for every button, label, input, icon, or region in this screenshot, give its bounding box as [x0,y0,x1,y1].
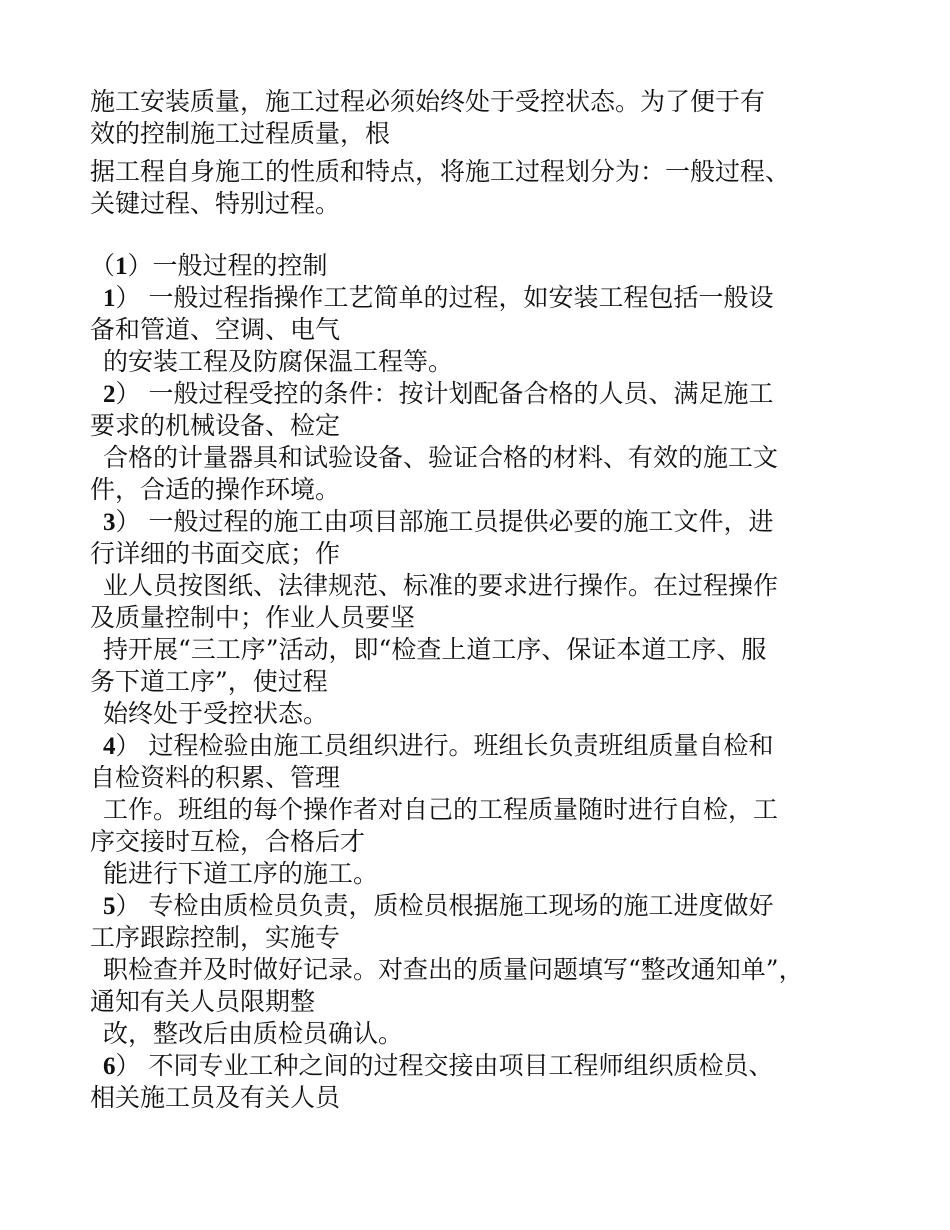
item-continuation: 务下道工序”，使过程 [90,667,328,696]
item-continuation: 持开展“三工序”活动，即“检查上道工序、保证本道工序、服 [103,635,767,664]
heading-open: （ [90,251,116,280]
item-text: ） 过程检验由施工员组织进行。班组长负责班组质量自检和 [115,731,774,760]
item-continuation: 相关施工员及有关人员 [90,1083,341,1112]
list-item-4 [103,730,773,763]
item-continuation: 合格的计量器具和试验设备、验证合格的材料、有效的施工文 [103,443,779,472]
item-continuation: 始终处于受控状态。 [103,699,329,728]
section-heading [90,250,328,283]
item-continuation: 自检资料的积累、管理 [90,763,341,792]
item-continuation: 行详细的书面交底；作 [90,539,341,568]
heading-text: ）一般过程的控制 [127,251,328,280]
item-continuation: 的安装工程及防腐保温工程等。 [103,347,454,376]
item-number: 4 [103,733,116,760]
item-continuation: 通知有关人员限期整 [90,987,316,1016]
item-continuation: 业人员按图纸、法律规范、标准的要求进行操作。在过程操作 [103,571,779,600]
heading-number: 1 [115,253,128,280]
item-text: ） 不同专业工种之间的过程交接由项目工程师组织质检员、 [115,1051,774,1080]
item-text: ） 一般过程受控的条件：按计划配备合格的人员、满足施工 [115,379,774,408]
item-continuation: 能进行下道工序的施工。 [103,859,379,888]
intro-line: 关键过程、特别过程。 [90,189,341,218]
item-continuation: 序交接时互检，合格后才 [90,827,366,856]
item-text: ） 专检由质检员负责，质检员根据施工现场的施工进度做好 [115,891,774,920]
item-text: ） 一般过程指操作工艺简单的过程，如安装工程包括一般设 [115,283,774,312]
list-item-6 [103,1050,773,1083]
item-number: 5 [103,893,116,920]
item-text: ） 一般过程的施工由项目部施工员提供必要的施工文件，进 [115,507,774,536]
intro-line: 施工安装质量，施工过程必须始终处于受控状态。为了便于有 [90,87,766,116]
item-number: 3 [103,509,116,536]
list-item-2 [103,378,773,411]
item-number: 1 [103,285,116,312]
list-item-1 [103,282,773,315]
item-number: 2 [103,381,116,408]
item-continuation: 工作。班组的每个操作者对自己的工程质量随时进行自检，工 [103,795,779,824]
item-continuation: 工序跟踪控制，实施专 [90,923,341,952]
item-number: 6 [103,1053,116,1080]
item-continuation: 职检查并及时做好记录。对查出的质量问题填写“整改通知单”， [103,955,804,984]
item-continuation: 改，整改后由质检员确认。 [103,1019,404,1048]
item-continuation: 备和管道、空调、电气 [90,315,341,344]
list-item-3 [103,506,773,539]
item-continuation: 件，合适的操作环境。 [90,475,341,504]
intro-line: 效的控制施工过程质量，根 [90,119,391,148]
list-item-5 [103,890,773,923]
item-continuation: 及质量控制中；作业人员要坚 [90,603,416,632]
intro-line: 据工程自身施工的性质和特点，将施工过程划分为：一般过程、 [90,157,791,186]
item-continuation: 要求的机械设备、检定 [90,411,341,440]
